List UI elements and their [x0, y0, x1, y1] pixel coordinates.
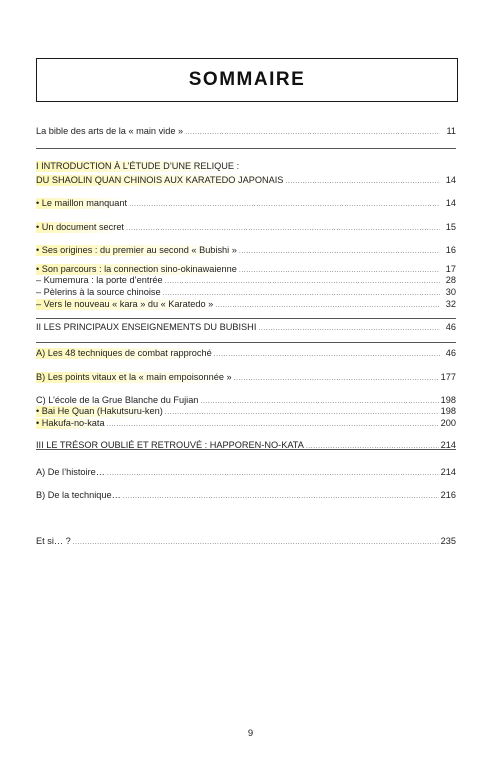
toc-entry — [36, 372, 456, 383]
toc-entry-page: 216 — [440, 490, 456, 500]
dot-leader — [239, 247, 440, 256]
toc-entry-label: III LE TRÉSOR OUBLIÉ ET RETROUVÉ : HAPPOREN-NO-KATA — [36, 440, 304, 450]
toc-entry-label: I INTRODUCTION À L’ÉTUDE D’UNE RELIQUE : — [36, 161, 240, 171]
toc-entry-label: – Kumemura : la porte d’entrée — [36, 275, 163, 285]
toc-entry-page: 214 — [440, 467, 456, 477]
toc-entry-page: 46 — [445, 348, 456, 358]
toc-entry — [36, 406, 456, 417]
toc-entry — [36, 467, 456, 478]
toc-entry — [36, 161, 456, 172]
toc-entry — [36, 287, 456, 298]
toc-entry-label: II LES PRINCIPAUX ENSEIGNEMENTS DU BUBISHI — [36, 322, 257, 332]
toc-entry-page: 32 — [445, 299, 456, 309]
toc-entry-label: B) De la technique… — [36, 490, 121, 500]
dot-leader — [258, 324, 440, 333]
toc-entry-label: A) De l’histoire… — [36, 467, 105, 477]
toc-entry — [36, 348, 456, 359]
divider — [36, 148, 456, 149]
dot-leader — [306, 442, 439, 451]
toc-entry — [36, 245, 456, 256]
toc-entry-label: C) L’école de la Grue Blanche du Fujian — [36, 395, 199, 405]
toc-entry — [36, 198, 456, 209]
page-number: 9 — [247, 728, 254, 739]
toc-entry-label: • Son parcours : la connection sino-okinawaienne — [36, 264, 237, 274]
toc-entry-page: 14 — [445, 198, 456, 208]
toc-entry-label: – Pèlerins à la source chinoise — [36, 287, 161, 297]
dot-leader — [285, 177, 440, 186]
toc-entry — [36, 175, 456, 186]
dot-leader — [185, 128, 440, 137]
toc-entry-page: 198 — [440, 406, 456, 416]
toc-entry-label: DU SHAOLIN QUAN CHINOIS AUX KARATEDO JAPONAIS — [36, 175, 284, 185]
toc-entry-page: 198 — [440, 395, 456, 405]
toc-entry — [36, 275, 456, 286]
toc-entry — [36, 395, 456, 406]
dot-leader — [165, 408, 439, 417]
title-box — [36, 58, 458, 102]
dot-leader — [73, 538, 439, 547]
toc-entry-label: Et si… ? — [36, 536, 71, 546]
toc-entry-page: 15 — [445, 222, 456, 232]
dot-leader — [107, 420, 439, 429]
toc-entry-label: • Bai He Quan (Hakutsuru-ken) — [36, 406, 163, 416]
toc-entry-label: • Ses origines : du premier au second « Bubishi » — [36, 245, 237, 255]
toc-entry — [36, 440, 456, 451]
dot-leader — [123, 492, 439, 501]
toc-entry-page: 30 — [445, 287, 456, 297]
toc-entry — [36, 490, 456, 501]
toc-entry — [36, 536, 456, 547]
toc-entry — [36, 299, 456, 310]
toc-entry-page: 235 — [440, 536, 456, 546]
toc-entry-page: 200 — [440, 418, 456, 428]
divider — [36, 342, 456, 343]
dot-leader — [165, 277, 440, 286]
toc-entry-label: B) Les points vitaux et la « main empoisonnée » — [36, 372, 232, 382]
toc-entry — [36, 222, 456, 233]
toc-entry-page: 17 — [445, 264, 456, 274]
toc-entry-page: 177 — [440, 372, 456, 382]
dot-leader — [234, 374, 439, 383]
toc-entry — [36, 418, 456, 429]
toc-entry-page: 11 — [446, 126, 456, 136]
toc-entry-label: A) Les 48 techniques de combat rapproché — [36, 348, 212, 358]
dot-leader — [200, 397, 438, 406]
toc-entry-page: 16 — [445, 245, 456, 255]
toc-entry-label: • Hakufa-no-kata — [36, 418, 105, 428]
toc-entry — [36, 264, 456, 275]
toc-entry-label: La bible des arts de la « main vide » — [36, 126, 184, 136]
toc-entry-label: – Vers le nouveau « kara » du « Karatedo » — [36, 299, 214, 309]
toc-entry-page: 214 — [440, 440, 456, 450]
toc-entry — [36, 322, 456, 333]
toc-entry-page: 28 — [445, 275, 456, 285]
toc-entry-page: 46 — [445, 322, 456, 332]
dot-leader — [107, 469, 439, 478]
toc-entry-page: 14 — [445, 175, 456, 185]
dot-leader — [214, 350, 440, 359]
dot-leader — [126, 224, 440, 233]
divider — [36, 318, 456, 319]
page-title: SOMMAIRE — [188, 69, 306, 90]
dot-leader — [239, 266, 440, 275]
toc-entry — [36, 126, 456, 137]
dot-leader — [215, 301, 440, 310]
toc-entry-label: • Un document secret — [36, 222, 124, 232]
dot-leader — [163, 289, 440, 298]
toc-entry-label: • Le maillon manquant — [36, 198, 128, 208]
dot-leader — [129, 200, 440, 209]
